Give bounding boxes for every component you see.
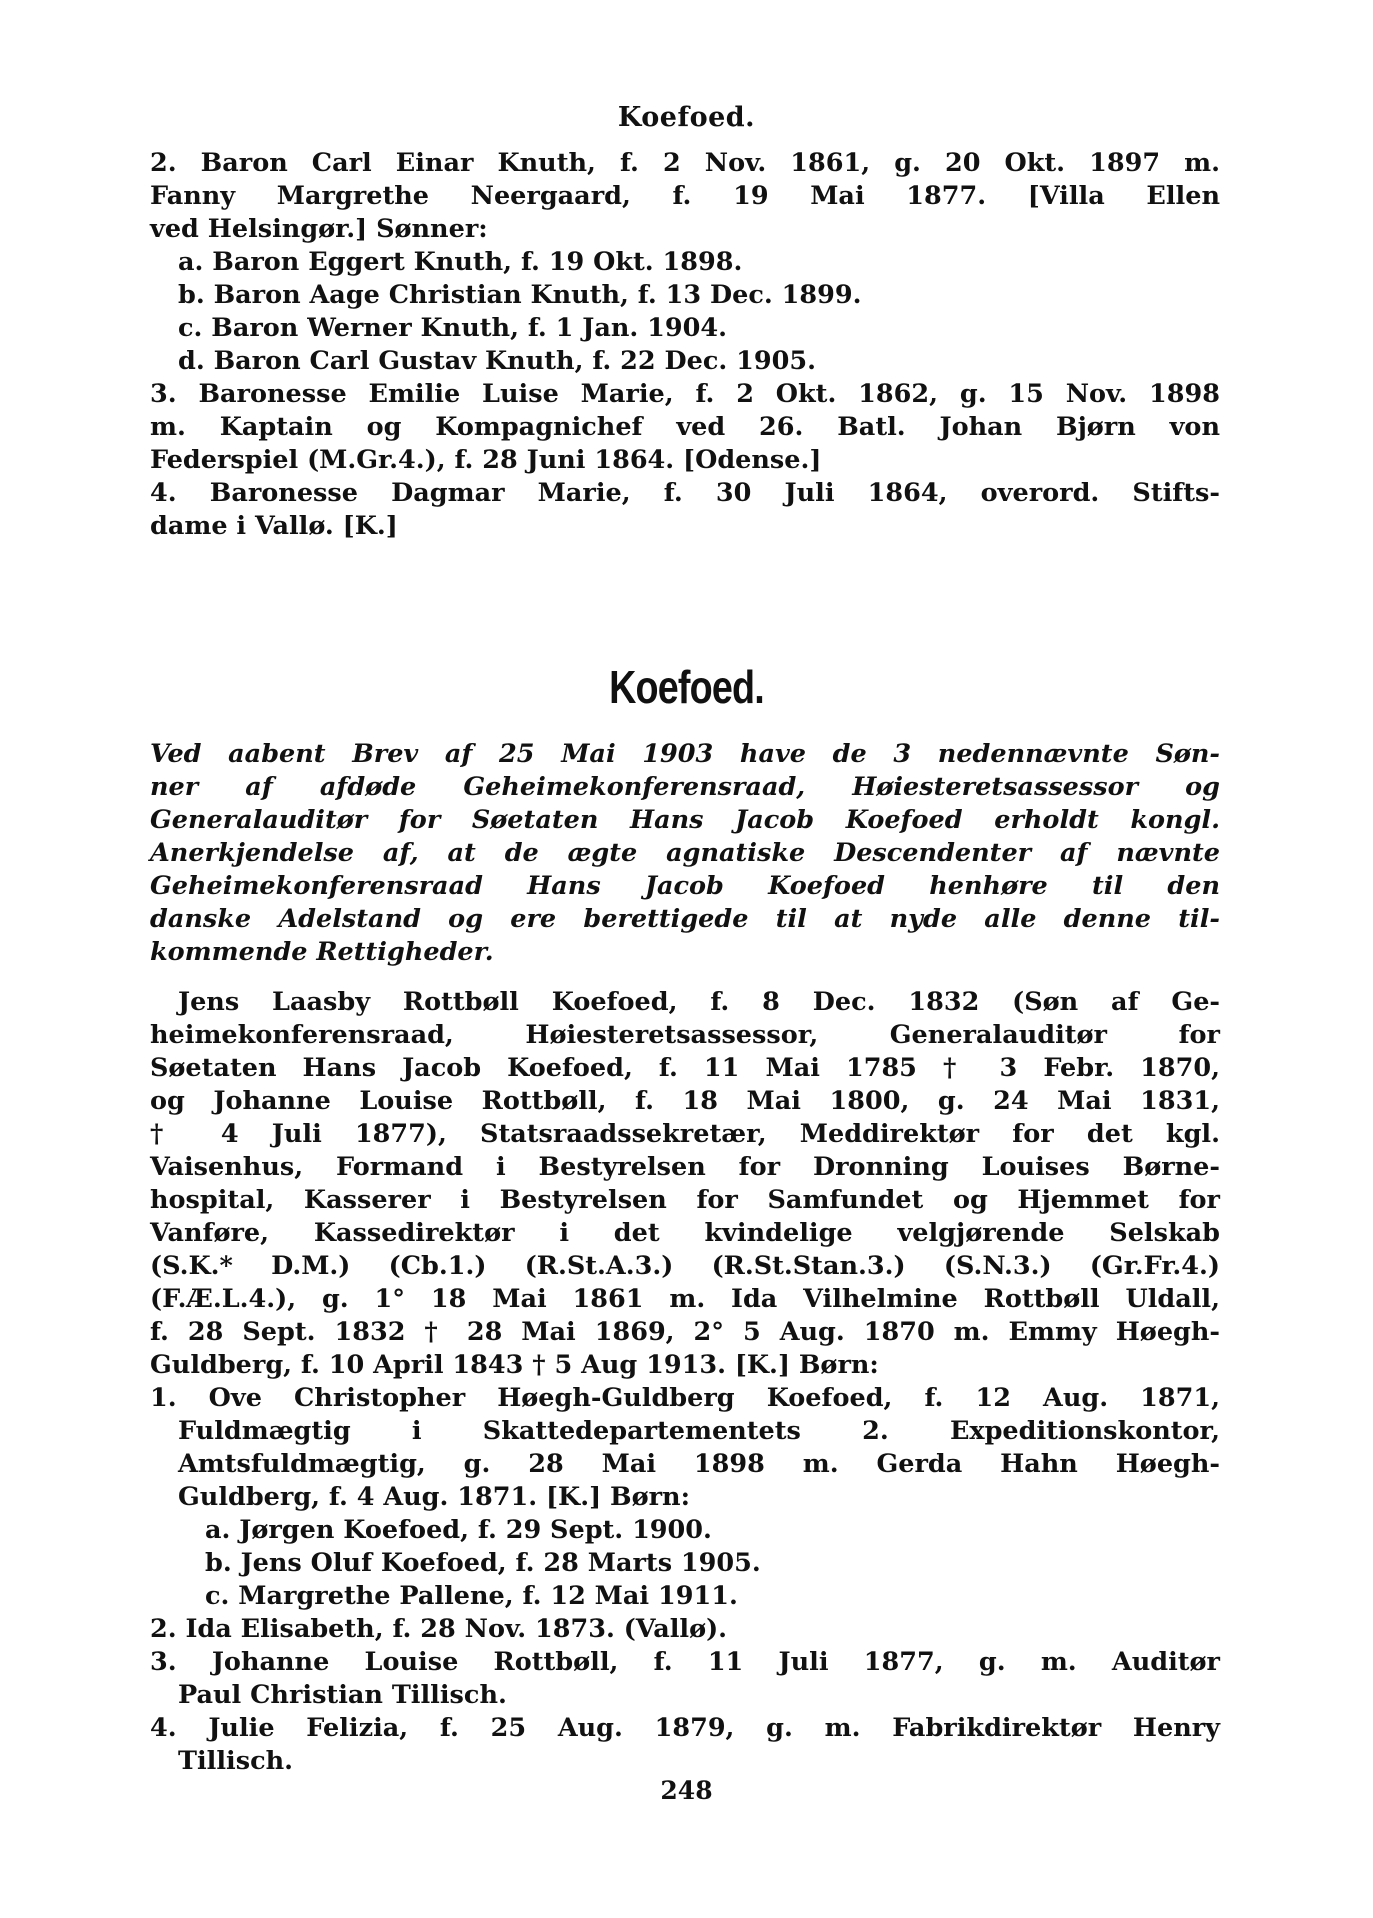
italic-line: ner af afdøde Geheimekonferensraad, Høiesteretsassessor og <box>150 772 1220 802</box>
main-line: hospital, Kasserer i Bestyrelsen for Samfundet og Hjemmet for <box>150 1185 1220 1215</box>
child-line: Amtsfuldmægtig, g. 28 Mai 1898 m. Gerda Hahn Høegh- <box>178 1449 1220 1479</box>
main-line: Jens Laasby Rottbøll Koefoed, f. 8 Dec. 1832 (Søn af Ge- <box>178 987 1220 1017</box>
entry-line: 2. Baron Carl Einar Knuth, f. 2 Nov. 1861, g. 20 Okt. 1897 m. <box>150 148 1220 178</box>
main-line: og Johanne Louise Rottbøll, f. 18 Mai 1800, g. 24 Mai 1831, <box>150 1086 1220 1116</box>
entry-line: 4. Baronesse Dagmar Marie, f. 30 Juli 1864, overord. Stifts- <box>150 478 1220 508</box>
main-line: † 4 Juli 1877), Statsraadssekretær, Meddirektør for det kgl. <box>150 1119 1220 1149</box>
italic-line: Generalauditør for Søetaten Hans Jacob Koefoed erholdt kongl. <box>150 805 1220 835</box>
top-entries <box>150 147 1220 543</box>
italic-line: Geheimekonferensraad Hans Jacob Koefoed henhøre til den <box>150 871 1220 901</box>
main-line: Søetaten Hans Jacob Koefoed, f. 11 Mai 1785 † 3 Febr. 1870, <box>150 1053 1220 1083</box>
entry-line: Federspiel (M.Gr.4.), f. 28 Juni 1864. [Odense.] <box>150 445 822 475</box>
child-line: Fuldmægtig i Skattedepartementets 2. Expeditionskontor, <box>178 1416 1220 1446</box>
main-line: Guldberg, f. 10 April 1843 † 5 Aug 1913. [K.] Børn: <box>150 1350 879 1380</box>
running-head: Koefoed. <box>617 102 756 133</box>
italic-line: kommende Rettigheder. <box>150 937 494 967</box>
entry-line: Fanny Margrethe Neergaard, f. 19 Mai 1877. [Villa Ellen <box>150 181 1220 211</box>
main-line: (S.K.* D.M.) (Cb.1.) (R.St.A.3.) (R.St.Stan.3.) (S.N.3.) (Gr.Fr.4.) <box>150 1251 1220 1281</box>
entry-line: c. Baron Werner Knuth, f. 1 Jan. 1904. <box>178 313 727 343</box>
patent-paragraph <box>150 738 1220 969</box>
child-line: a. Jørgen Koefoed, f. 29 Sept. 1900. <box>205 1515 712 1545</box>
child-line: b. Jens Oluf Koefoed, f. 28 Marts 1905. <box>205 1548 761 1578</box>
entry-line: 3. Baronesse Emilie Luise Marie, f. 2 Okt. 1862, g. 15 Nov. 1898 <box>150 379 1220 409</box>
main-line: (F.Æ.L.4.), g. 1° 18 Mai 1861 m. Ida Vilhelmine Rottbøll Uldall, <box>150 1284 1220 1314</box>
child-line: 1. Ove Christopher Høegh-Guldberg Koefoed, f. 12 Aug. 1871, <box>150 1383 1220 1413</box>
section-heading: Koefoed. <box>609 661 764 713</box>
entry-line: d. Baron Carl Gustav Knuth, f. 22 Dec. 1905. <box>178 346 816 376</box>
italic-line: Anerkjendelse af, at de ægte agnatiske Descendenter af nævnte <box>150 838 1220 868</box>
child-line: c. Margrethe Pallene, f. 12 Mai 1911. <box>205 1581 738 1611</box>
child-line: Guldberg, f. 4 Aug. 1871. [K.] Børn: <box>178 1482 690 1512</box>
child-line: Tillisch. <box>178 1746 294 1776</box>
entry-line: a. Baron Eggert Knuth, f. 19 Okt. 1898. <box>178 247 743 277</box>
main-line: f. 28 Sept. 1832 † 28 Mai 1869, 2° 5 Aug. 1870 m. Emmy Høegh- <box>150 1317 1220 1347</box>
page-number: 248 <box>660 1776 713 1805</box>
main-line: heimekonferensraad, Høiesteretsassessor, Generalauditør for <box>150 1020 1220 1050</box>
entry-line: m. Kaptain og Kompagnichef ved 26. Batl. Johan Bjørn von <box>150 412 1220 442</box>
child-line: Paul Christian Tillisch. <box>178 1680 507 1710</box>
italic-line: danske Adelstand og ere berettigede til at nyde alle denne til- <box>150 904 1220 934</box>
italic-line: Ved aabent Brev af 25 Mai 1903 have de 3 nedennævnte Søn- <box>150 739 1220 769</box>
main-entry <box>150 986 1220 1778</box>
child-line: 2. Ida Elisabeth, f. 28 Nov. 1873. (Vallø). <box>150 1614 728 1644</box>
child-line: 3. Johanne Louise Rottbøll, f. 11 Juli 1877, g. m. Auditør <box>150 1647 1220 1677</box>
main-line: Vanføre, Kassedirektør i det kvindelige velgjørende Selskab <box>150 1218 1220 1248</box>
child-line: 4. Julie Felizia, f. 25 Aug. 1879, g. m. Fabrikdirektør Henry <box>150 1713 1220 1743</box>
entry-line: dame i Vallø. [K.] <box>150 511 398 541</box>
main-line: Vaisenhus, Formand i Bestyrelsen for Dronning Louises Børne- <box>150 1152 1220 1182</box>
entry-line: b. Baron Aage Christian Knuth, f. 13 Dec. 1899. <box>178 280 862 310</box>
entry-line: ved Helsingør.] Sønner: <box>150 214 488 244</box>
